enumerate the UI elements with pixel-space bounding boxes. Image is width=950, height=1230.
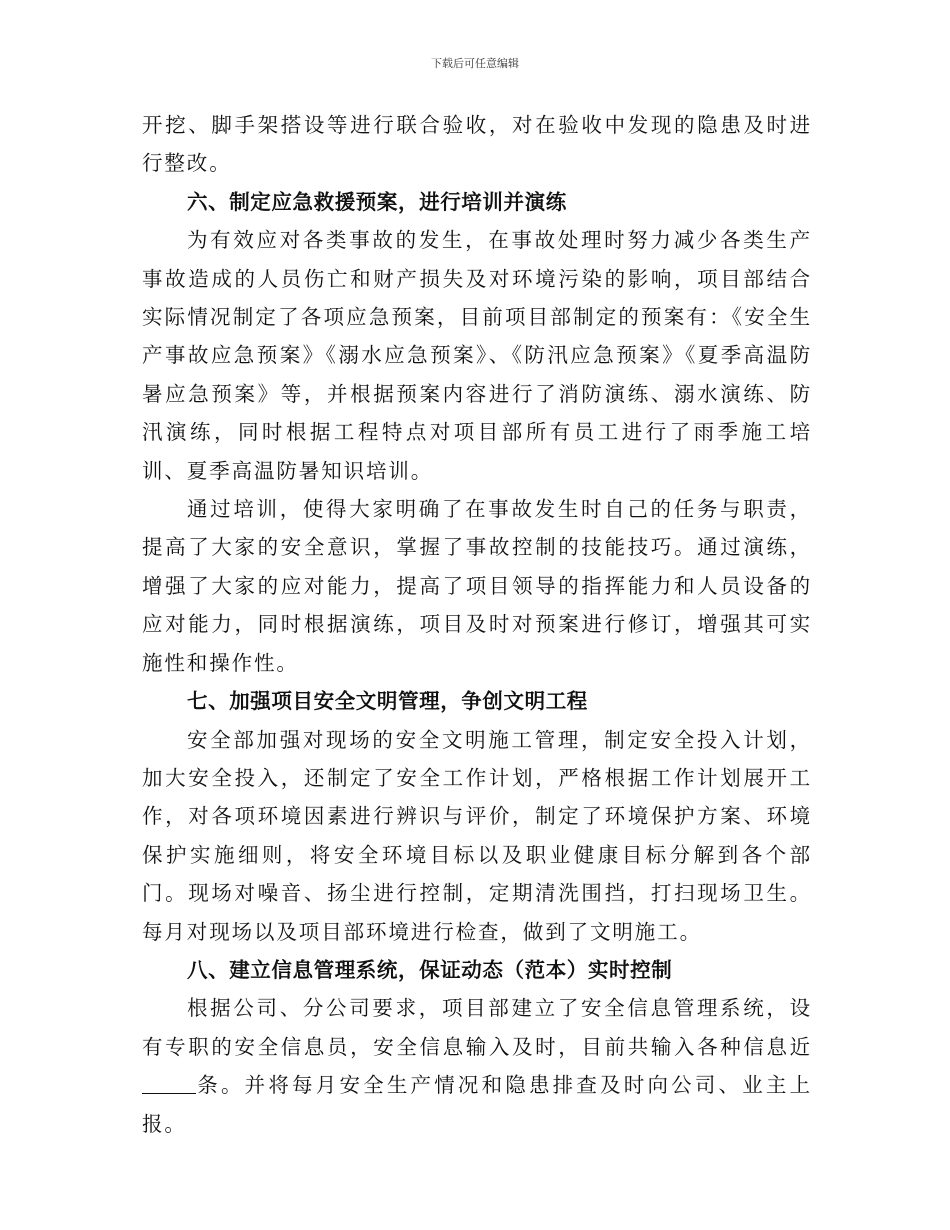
fill-in-blank bbox=[142, 1075, 196, 1094]
section-heading-8: 八、建立信息管理系统，保证动态（范本）实时控制 bbox=[187, 957, 673, 982]
section-heading-6: 六、制定应急救援预案，进行培训并演练 bbox=[187, 189, 567, 214]
paragraph-text-after-blank: 条。并将每月安全生产情况和隐患排查及时向公司、业主上报。 bbox=[142, 1073, 812, 1136]
continued-paragraph: 开挖、脚手架搭设等进行联合验收，对在验收中发现的隐患及时进行整改。 bbox=[142, 113, 812, 176]
paragraph-information-system bbox=[142, 989, 812, 1143]
section-heading-7: 七、加强项目安全文明管理，争创文明工程 bbox=[187, 689, 588, 714]
document-body bbox=[142, 106, 812, 1143]
paragraph-text-before-blank: 根据公司、分公司要求，项目部建立了安全信息管理系统，设有专职的安全信息员，安全信息输入及时，目前共输入各种信息近 bbox=[142, 996, 812, 1059]
paragraph-training-results: 通过培训，使得大家明确了在事故发生时自己的任务与职责，提高了大家的安全意识，掌握了事故控制的技能技巧。通过演练，增强了大家的应对能力，提高了项目领导的指挥能力和人员设备的应对能力，同时根据演练，项目及时对预案进行修订，增强其可实施性和操作性。 bbox=[142, 497, 812, 675]
paragraph-civilized-management: 安全部加强对现场的安全文明施工管理，制定安全投入计划，加大安全投入，还制定了安全工作计划，严格根据工作计划展开工作，对各项环境因素进行辨识与评价，制定了环境保护方案、环境保护实施细则，将安全环境目标以及职业健康目标分解到各个部门。现场对噪音、扬尘进行控制，定期清洗围挡，打扫现场卫生。每月对现场以及项目部环境进行检查，做到了文明施工。 bbox=[142, 727, 812, 944]
page-header: 下载后可任意编辑 bbox=[431, 57, 519, 70]
paragraph-emergency-plans: 为有效应对各类事故的发生，在事故处理时努力减少各类生产事故造成的人员伤亡和财产损失及对环境污染的影响，项目部结合实际情况制定了各项应急预案，目前项目部制定的预案有：《安全生产事故应急预案》《溺水应急预案》、《防汛应急预案》《夏季高温防暑应急预案》等，并根据预案内容进行了消防演练、溺水演练、防汛演练，同时根据工程特点对项目部所有员工进行了雨季施工培训、夏季高温防暑知识培训。 bbox=[142, 228, 812, 483]
